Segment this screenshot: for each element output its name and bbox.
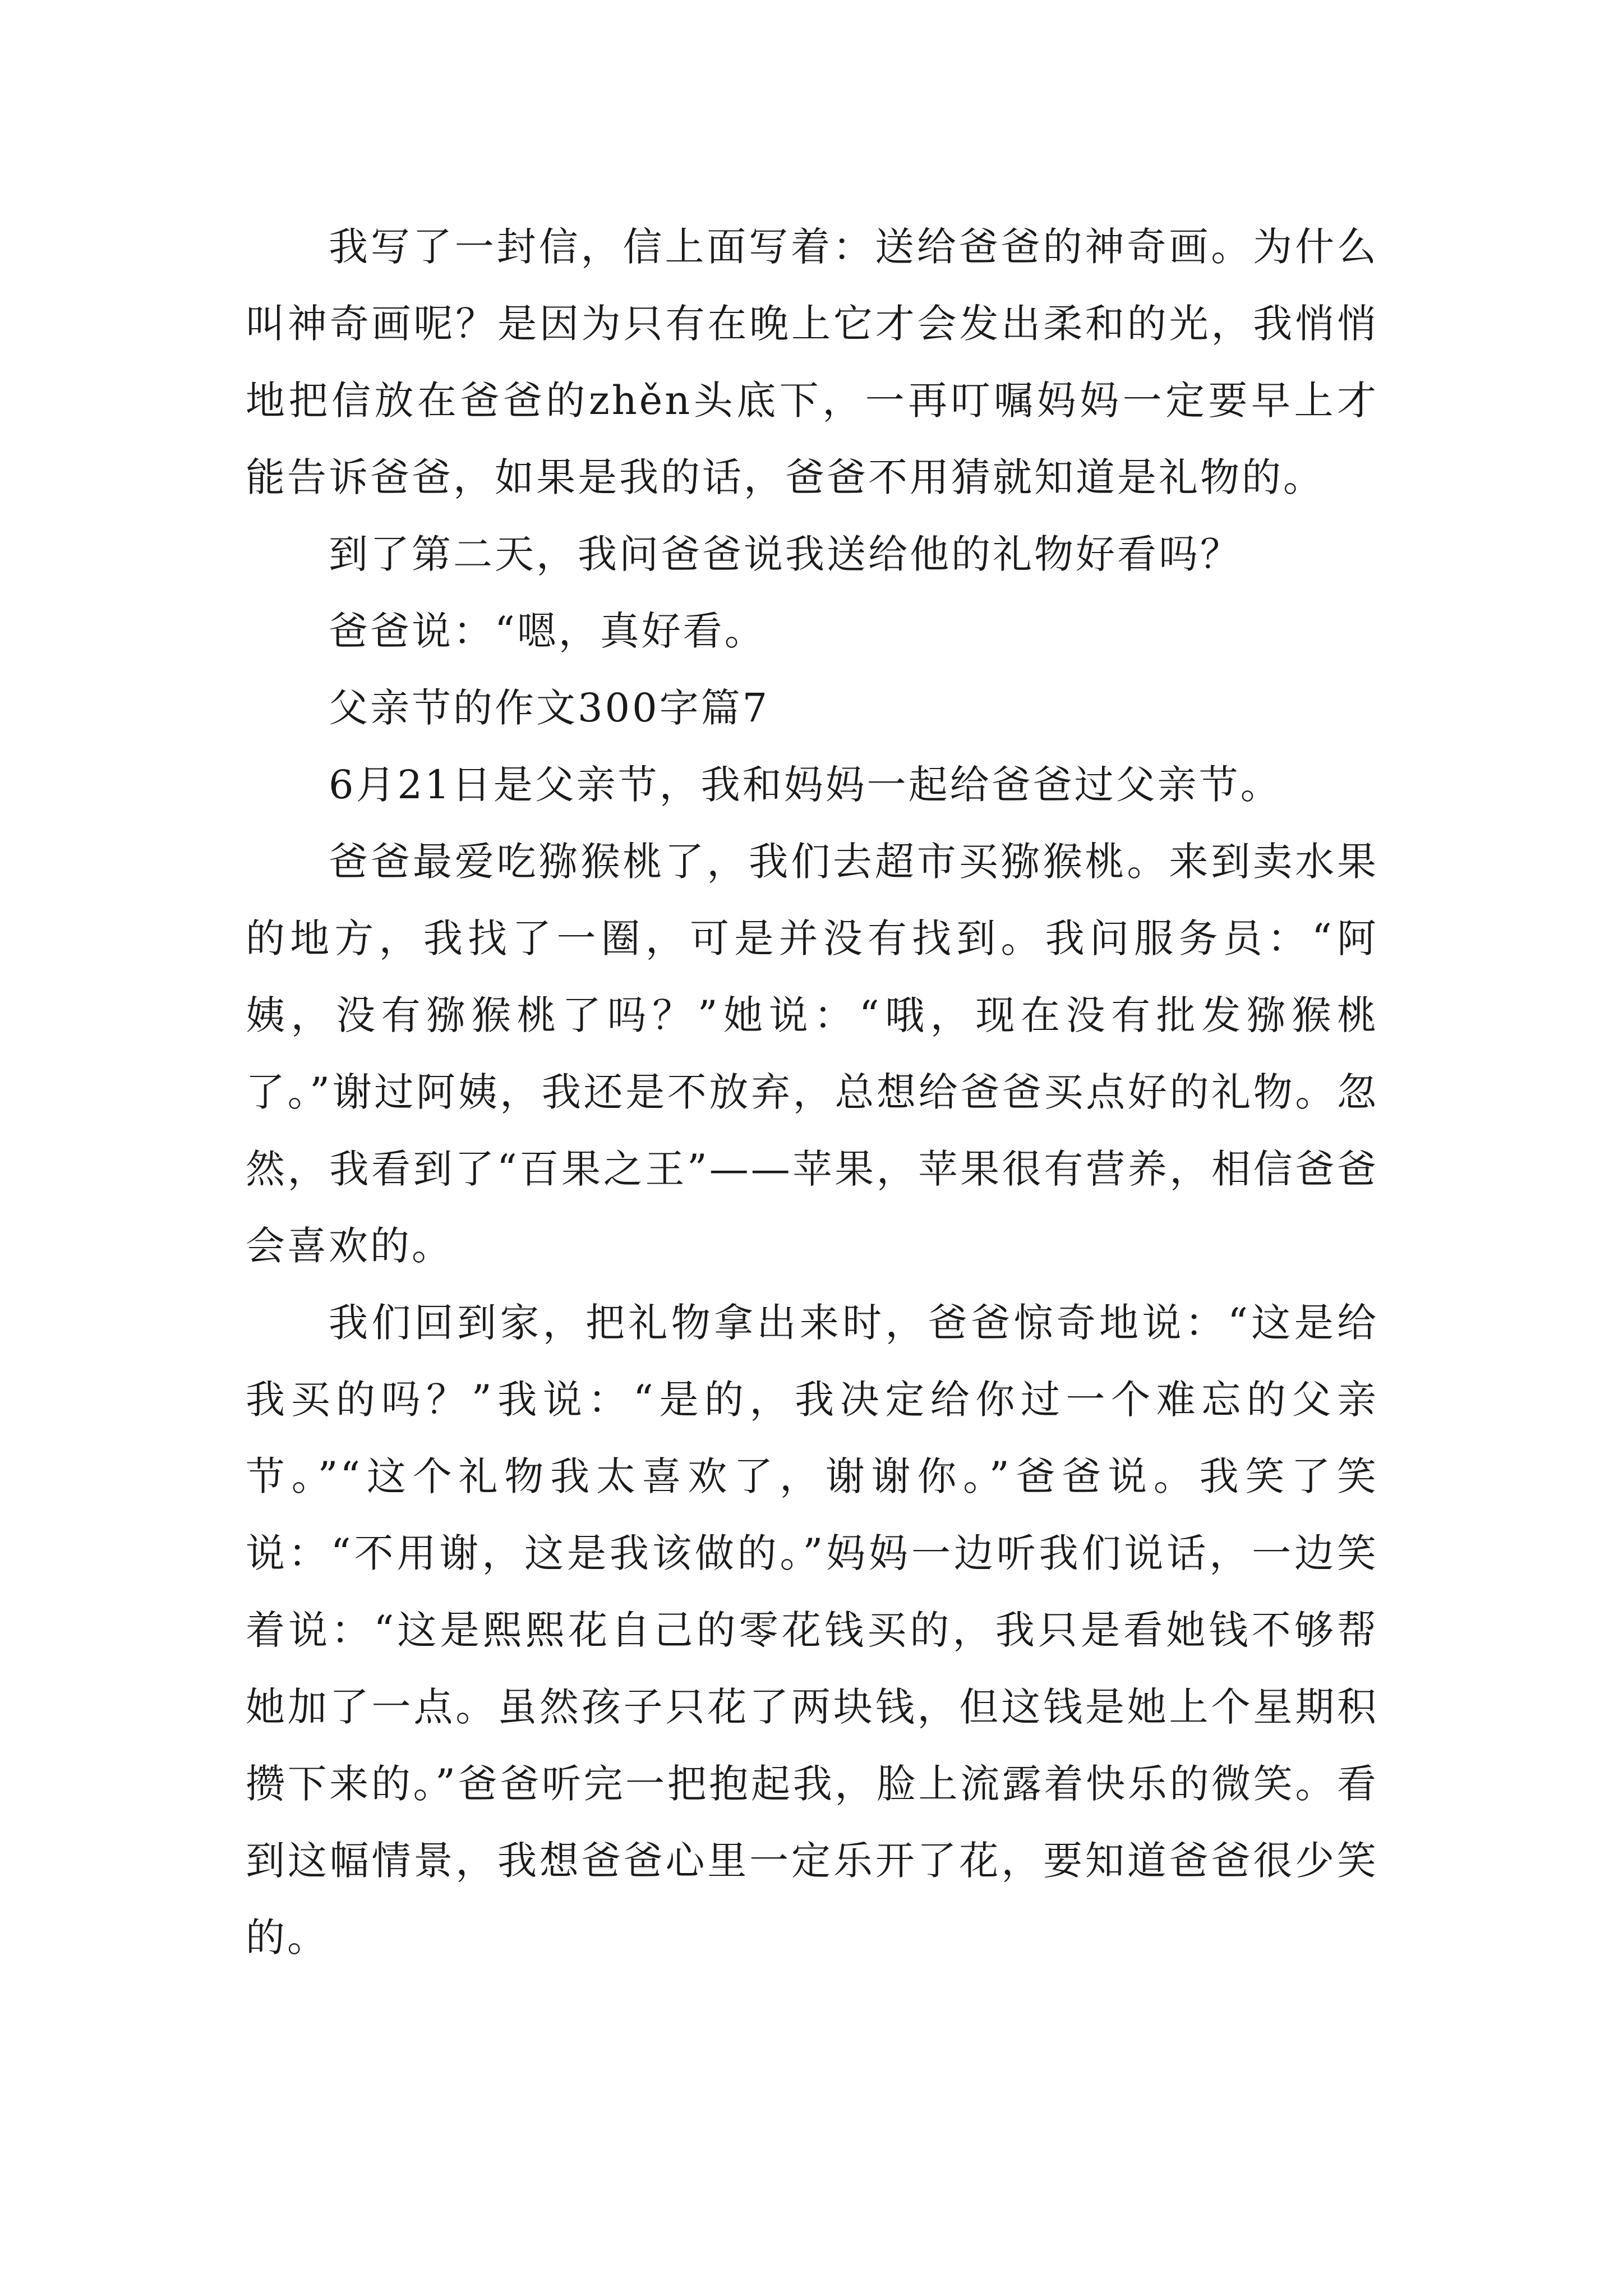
paragraph-2: 到了第二天，我问爸爸说我送给他的礼物好看吗？ (329, 531, 1242, 577)
paragraph-3: 爸爸说：“嗯，真好看。 (329, 608, 766, 654)
paragraph-1: 我写了一封信，信上面写着：送给爸爸的神奇画。为什么叫神奇画呢？是因为只有在晚上它才会发出柔和的光，我悄悄地把信放在爸爸的zhěn头底下，一再叮嘱妈妈一定要早上才能告诉爸爸，如果是我的话，爸爸不用猜就知道是礼物的。 (246, 224, 1378, 500)
paragraph-7: 我们回到家，把礼物拿出来时，爸爸惊奇地说：“这是给我买的吗？”我说：“是的，我决定给你过一个难忘的父亲节。”“这个礼物我太喜欢了，谢谢你。”爸爸说。我笑了笑说：“不用谢，这是我该做的。”妈妈一边听我们说话，一边笑着说：“这是熙熙花自己的零花钱买的，我只是看她钱不够帮她加了一点。虽然孩子只花了两块钱，但这钱是她上个星期积攒下来的。”爸爸听完一把抱起我，脸上流露着快乐的微笑。看到这幅情景，我想爸爸心里一定乐开了花，要知道爸爸很少笑的。 (246, 1300, 1378, 1961)
section-heading: 父亲节的作文300字篇7 (329, 685, 770, 731)
paragraph-5: 6月21日是父亲节，我和妈妈一起给爸爸过父亲节。 (329, 762, 1282, 808)
document-body (246, 209, 1378, 1976)
paragraph-6: 爸爸最爱吃猕猴桃了，我们去超市买猕猴桃。来到卖水果的地方，我找了一圈，可是并没有找到。我问服务员：“阿姨，没有猕猴桃了吗？”她说：“哦，现在没有批发猕猴桃了。”谢过阿姨，我还是不放弃，总想给爸爸买点好的礼物。忽然，我看到了“百果之王”——苹果，苹果很有营养，相信爸爸会喜欢的。 (246, 839, 1378, 1269)
